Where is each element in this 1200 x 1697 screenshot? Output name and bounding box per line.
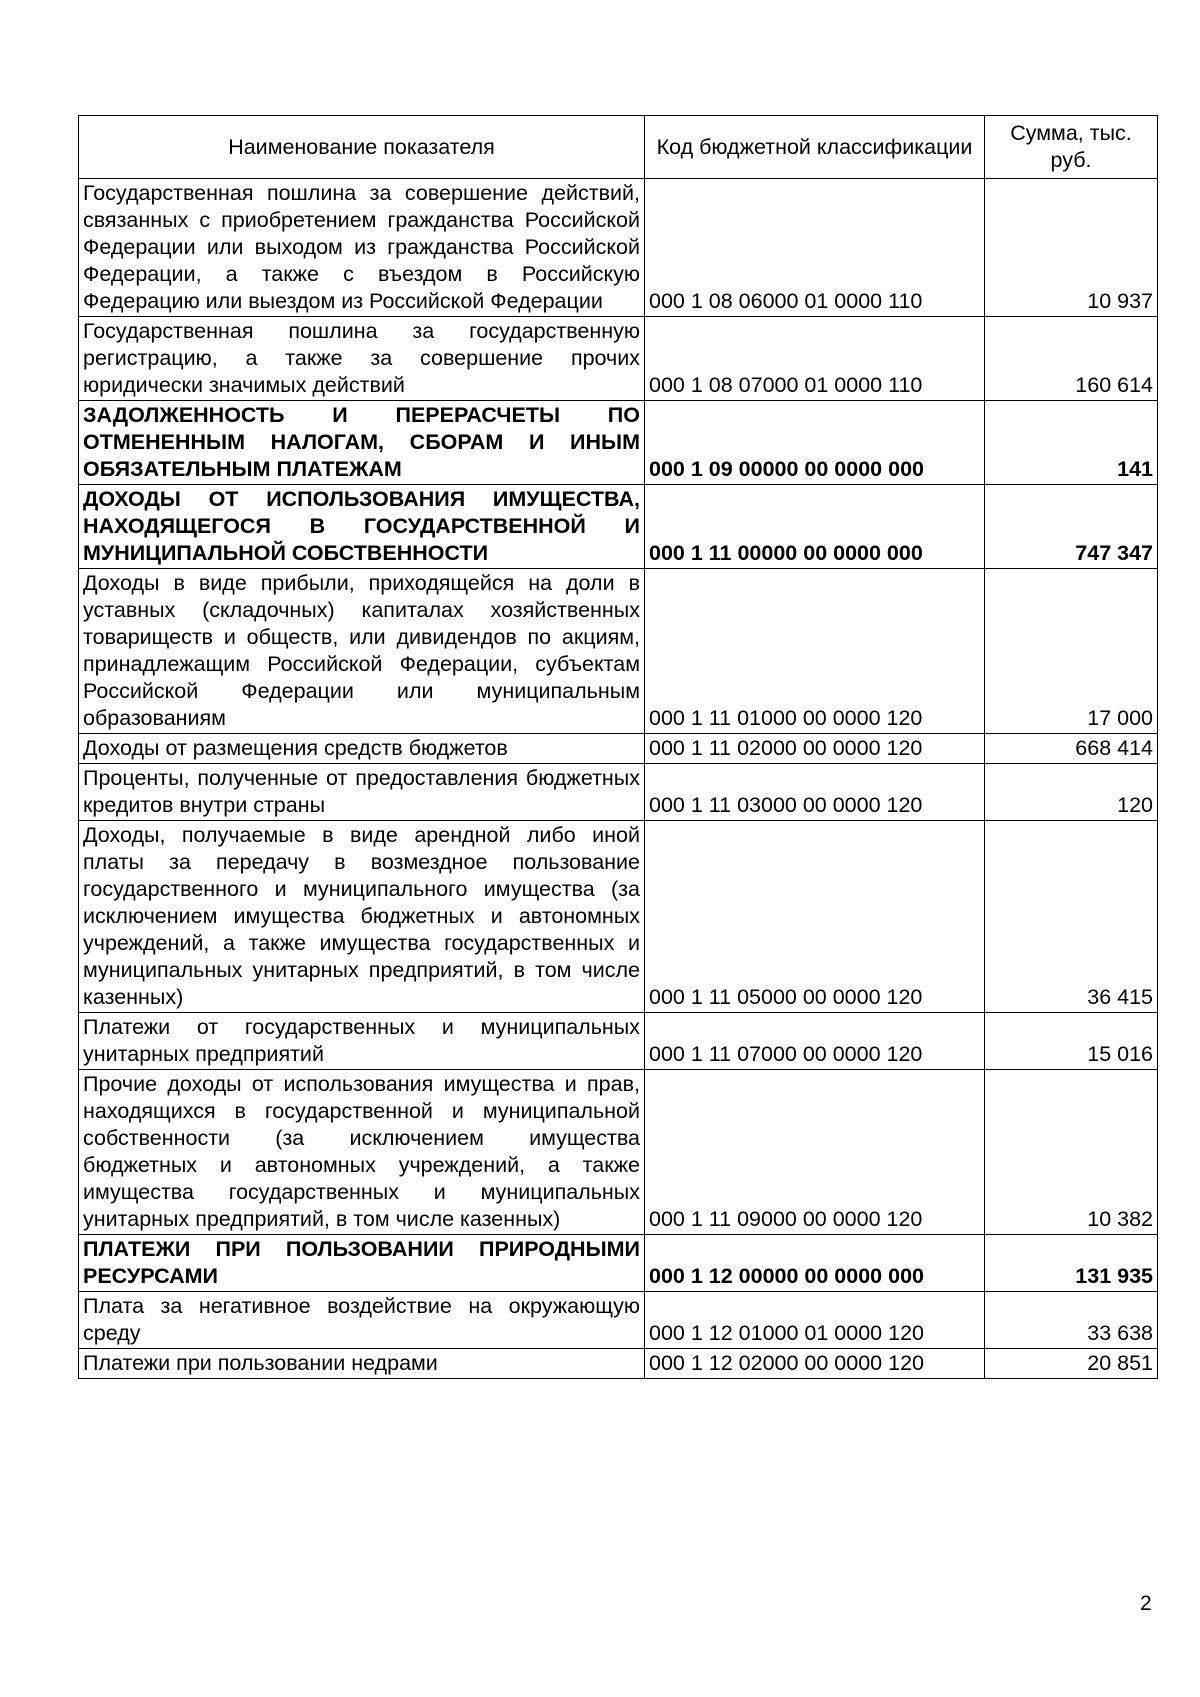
table-row [79,317,1158,401]
table-row [79,569,1158,734]
sum-cell: 15 016 [985,1013,1158,1070]
indicator-name-cell: Государственная пошлина за государственную регистрацию, а также за совершение прочих юридически значимых действий [79,317,645,401]
sum-cell: 120 [985,764,1158,821]
table-row [79,764,1158,821]
sum-cell: 141 [985,401,1158,485]
table-header-row [79,116,1158,179]
budget-code-cell: 000 1 08 07000 01 0000 110 [645,317,985,401]
sum-cell: 160 614 [985,317,1158,401]
table-row [79,1292,1158,1349]
budget-code-cell: 000 1 11 03000 00 0000 120 [645,764,985,821]
indicator-name-cell: ЗАДОЛЖЕННОСТЬ И ПЕРЕРАСЧЕТЫ ПО ОТМЕНЕННЫМ НАЛОГАМ, СБОРАМ И ИНЫМ ОБЯЗАТЕЛЬНЫМ ПЛАТЕЖАМ [79,401,645,485]
budget-code-cell: 000 1 11 09000 00 0000 120 [645,1070,985,1235]
sum-cell: 131 935 [985,1235,1158,1292]
table-row [79,1013,1158,1070]
budget-revenue-table [78,115,1158,1379]
table-row-section [79,485,1158,569]
indicator-name-cell: Доходы в виде прибыли, приходящейся на доли в уставных (складочных) капиталах хозяйственных товариществ и обществ, или дивидендов по акциям, принадлежащим Российской Федерации, субъектам Российской Федерации или муниципальным образованиям [79,569,645,734]
budget-code-cell: 000 1 11 00000 00 0000 000 [645,485,985,569]
indicator-name-cell: Доходы от размещения средств бюджетов [79,734,645,764]
budget-code-cell: 000 1 11 05000 00 0000 120 [645,821,985,1013]
indicator-name-cell: Плата за негативное воздействие на окружающую среду [79,1292,645,1349]
header-sum: Сумма, тыс. руб. [985,116,1158,179]
sum-cell: 36 415 [985,821,1158,1013]
sum-cell: 668 414 [985,734,1158,764]
sum-cell: 10 382 [985,1070,1158,1235]
indicator-name-cell: Государственная пошлина за совершение действий, связанных с приобретением гражданства Российской Федерации или выходом из гражданства Российской Федерации, а также с въездом в Российскую Федерацию или выездом из Российской Федерации [79,179,645,317]
sum-cell: 17 000 [985,569,1158,734]
indicator-name-cell: Прочие доходы от использования имущества и прав, находящихся в государственной и муниципальной собственности (за исключением имущества бюджетных и автономных учреждений, а также имущества государственных и муниципальных унитарных предприятий, в том числе казенных) [79,1070,645,1235]
indicator-name-cell: Платежи при пользовании недрами [79,1349,645,1379]
table-row-section [79,1235,1158,1292]
budget-code-cell: 000 1 08 06000 01 0000 110 [645,179,985,317]
header-budget-code: Код бюджетной классификации [645,116,985,179]
budget-code-cell: 000 1 09 00000 00 0000 000 [645,401,985,485]
sum-cell: 10 937 [985,179,1158,317]
table-row [79,734,1158,764]
page-number: 2 [1140,1592,1152,1615]
indicator-name-cell: Проценты, полученные от предоставления бюджетных кредитов внутри страны [79,764,645,821]
table-row [79,1349,1158,1379]
budget-code-cell: 000 1 11 02000 00 0000 120 [645,734,985,764]
indicator-name-cell: Доходы, получаемые в виде арендной либо иной платы за передачу в возмездное пользование государственного и муниципального имущества (за исключением имущества бюджетных и автономных учреждений, а также имущества государственных и муниципальных унитарных предприятий, в том числе казенных) [79,821,645,1013]
budget-code-cell: 000 1 12 02000 00 0000 120 [645,1349,985,1379]
sum-cell: 33 638 [985,1292,1158,1349]
table-row-section [79,401,1158,485]
sum-cell: 20 851 [985,1349,1158,1379]
budget-code-cell: 000 1 12 00000 00 0000 000 [645,1235,985,1292]
budget-code-cell: 000 1 11 01000 00 0000 120 [645,569,985,734]
indicator-name-cell: Платежи от государственных и муниципальных унитарных предприятий [79,1013,645,1070]
budget-code-cell: 000 1 12 01000 01 0000 120 [645,1292,985,1349]
header-indicator-name: Наименование показателя [79,116,645,179]
budget-code-cell: 000 1 11 07000 00 0000 120 [645,1013,985,1070]
indicator-name-cell: ДОХОДЫ ОТ ИСПОЛЬЗОВАНИЯ ИМУЩЕСТВА, НАХОДЯЩЕГОСЯ В ГОСУДАРСТВЕННОЙ И МУНИЦИПАЛЬНОЙ СОБСТВЕННОСТИ [79,485,645,569]
indicator-name-cell: ПЛАТЕЖИ ПРИ ПОЛЬЗОВАНИИ ПРИРОДНЫМИ РЕСУРСАМИ [79,1235,645,1292]
table-row [79,1070,1158,1235]
sum-cell: 747 347 [985,485,1158,569]
table-row [79,821,1158,1013]
table-row [79,179,1158,317]
